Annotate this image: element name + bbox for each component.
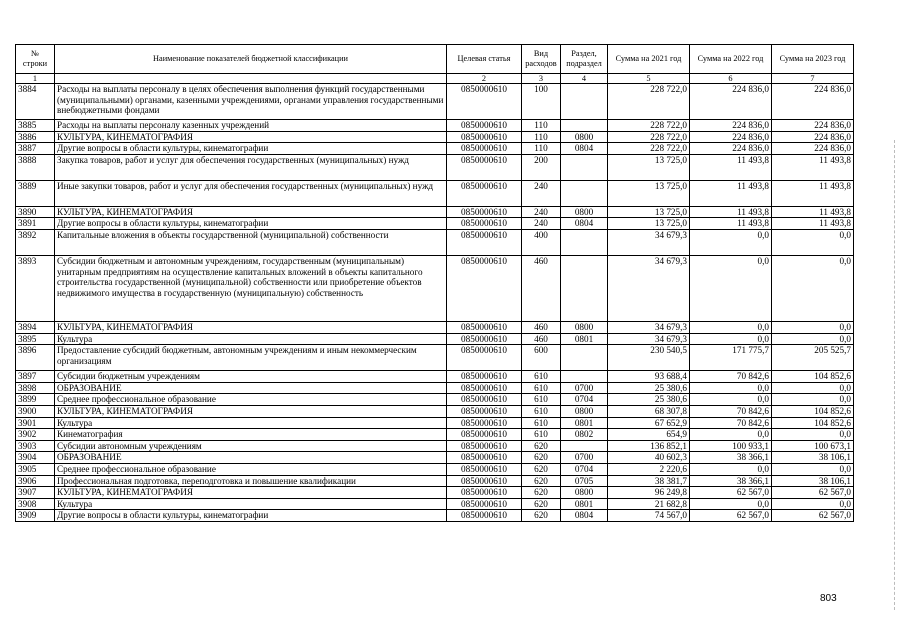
row-number-cell: 3900 xyxy=(16,405,55,417)
sum-2023-cell: 224 836,0 xyxy=(772,131,854,143)
sum-2023-cell: 62 567,0 xyxy=(772,487,854,499)
sum-2023-cell: 104 852,6 xyxy=(772,371,854,383)
row-number-cell: 3901 xyxy=(16,417,55,429)
indicator-name-cell: Субсидии бюджетным и автономным учреждениям, государственным (муниципальным) унитарным предприятиям на осуществление капитальных вложений в объекты капитального строительства государственной (муниципальной) собственности или приобретение объектов недвижимого имущества в государственную (муниципальную) собственность xyxy=(55,255,447,321)
row-number-cell: 3905 xyxy=(16,463,55,475)
sum-2023-cell: 11 493,8 xyxy=(772,180,854,206)
indicator-name-cell: Расходы на выплаты персоналу в целях обеспечения выполнения функций государственными (муниципальными) органами, казенными учреждениями, органами управления государственными внебюджетными фондами xyxy=(55,84,447,120)
section-code-cell: 0804 xyxy=(561,218,608,230)
sum-2021-cell: 93 688,4 xyxy=(608,371,690,383)
section-code-cell: 0801 xyxy=(561,498,608,510)
indicator-name-cell: Среднее профессиональное образование xyxy=(55,394,447,406)
column-number-1 xyxy=(55,74,447,84)
target-article-cell: 0850000610 xyxy=(447,371,522,383)
table-row xyxy=(16,510,854,522)
target-article-cell: 0850000610 xyxy=(447,394,522,406)
table-row xyxy=(16,131,854,143)
sum-2021-cell: 136 852,1 xyxy=(608,440,690,452)
indicator-name-cell: Другие вопросы в области культуры, кинематографии xyxy=(55,510,447,522)
row-number-cell: 3909 xyxy=(16,510,55,522)
sum-2023-cell: 11 493,8 xyxy=(772,154,854,180)
expense-type-cell: 110 xyxy=(522,131,561,143)
row-number-cell: 3898 xyxy=(16,382,55,394)
table-row xyxy=(16,463,854,475)
sum-2021-cell: 34 679,3 xyxy=(608,333,690,345)
sum-2021-cell: 34 679,3 xyxy=(608,321,690,333)
section-code-cell xyxy=(561,440,608,452)
table-row xyxy=(16,218,854,230)
sum-2023-cell: 0,0 xyxy=(772,463,854,475)
sum-2022-cell: 11 493,8 xyxy=(690,206,772,218)
row-number-cell: 3896 xyxy=(16,345,55,371)
sum-2023-cell: 205 525,7 xyxy=(772,345,854,371)
section-code-cell xyxy=(561,255,608,321)
target-article-cell: 0850000610 xyxy=(447,206,522,218)
sum-2023-cell: 224 836,0 xyxy=(772,120,854,132)
expense-type-cell: 610 xyxy=(522,417,561,429)
target-article-cell: 0850000610 xyxy=(447,417,522,429)
expense-type-cell: 610 xyxy=(522,371,561,383)
table-row xyxy=(16,417,854,429)
table-row xyxy=(16,382,854,394)
scan-edge-divider xyxy=(893,140,895,610)
indicator-name-cell: КУЛЬТУРА, КИНЕМАТОГРАФИЯ xyxy=(55,487,447,499)
sum-2022-cell: 11 493,8 xyxy=(690,180,772,206)
sum-2022-cell: 224 836,0 xyxy=(690,120,772,132)
table-header-row xyxy=(16,45,854,74)
row-number-cell: 3903 xyxy=(16,440,55,452)
section-code-cell xyxy=(561,84,608,120)
section-code-cell: 0800 xyxy=(561,131,608,143)
table-row xyxy=(16,345,854,371)
sum-2022-cell: 0,0 xyxy=(690,321,772,333)
section-code-cell xyxy=(561,345,608,371)
target-article-cell: 0850000610 xyxy=(447,463,522,475)
expense-type-cell: 610 xyxy=(522,405,561,417)
sum-2022-cell: 11 493,8 xyxy=(690,218,772,230)
expense-type-cell: 240 xyxy=(522,206,561,218)
sum-2022-cell: 0,0 xyxy=(690,255,772,321)
sum-2023-cell: 0,0 xyxy=(772,333,854,345)
sum-2021-cell: 34 679,3 xyxy=(608,255,690,321)
expense-type-cell: 620 xyxy=(522,498,561,510)
section-code-cell xyxy=(561,120,608,132)
header-sum-2022: Сумма на 2022 год xyxy=(690,45,772,74)
budget-table xyxy=(15,44,854,522)
expense-type-cell: 610 xyxy=(522,394,561,406)
indicator-name-cell: КУЛЬТУРА, КИНЕМАТОГРАФИЯ xyxy=(55,206,447,218)
target-article-cell: 0850000610 xyxy=(447,475,522,487)
target-article-cell: 0850000610 xyxy=(447,333,522,345)
sum-2021-cell: 13 725,0 xyxy=(608,180,690,206)
sum-2022-cell: 224 836,0 xyxy=(690,143,772,155)
table-row xyxy=(16,498,854,510)
sum-2021-cell: 21 682,8 xyxy=(608,498,690,510)
indicator-name-cell: Другие вопросы в области культуры, кинематографии xyxy=(55,218,447,230)
section-code-cell: 0800 xyxy=(561,206,608,218)
row-number-cell: 3890 xyxy=(16,206,55,218)
expense-type-cell: 620 xyxy=(522,452,561,464)
table-row xyxy=(16,475,854,487)
table-row xyxy=(16,405,854,417)
sum-2023-cell: 0,0 xyxy=(772,229,854,255)
column-number-4: 4 xyxy=(561,74,608,84)
section-code-cell: 0804 xyxy=(561,143,608,155)
section-code-cell xyxy=(561,229,608,255)
row-number-cell: 3906 xyxy=(16,475,55,487)
sum-2022-cell: 224 836,0 xyxy=(690,84,772,120)
sum-2021-cell: 38 381,7 xyxy=(608,475,690,487)
section-code-cell: 0705 xyxy=(561,475,608,487)
row-number-cell: 3908 xyxy=(16,498,55,510)
sum-2023-cell: 38 106,1 xyxy=(772,452,854,464)
expense-type-cell: 620 xyxy=(522,440,561,452)
section-code-cell: 0800 xyxy=(561,405,608,417)
table-row xyxy=(16,333,854,345)
section-code-cell: 0802 xyxy=(561,429,608,441)
section-code-cell: 0801 xyxy=(561,417,608,429)
indicator-name-cell: Расходы на выплаты персоналу казенных учреждений xyxy=(55,120,447,132)
target-article-cell: 0850000610 xyxy=(447,429,522,441)
target-article-cell: 0850000610 xyxy=(447,487,522,499)
row-number-cell: 3893 xyxy=(16,255,55,321)
sum-2022-cell: 70 842,6 xyxy=(690,417,772,429)
sum-2022-cell: 0,0 xyxy=(690,498,772,510)
table-row xyxy=(16,371,854,383)
column-number-7: 7 xyxy=(772,74,854,84)
header-indicator-name: Наименование показателей бюджетной классификации xyxy=(55,45,447,74)
indicator-name-cell: Культура xyxy=(55,498,447,510)
column-number-2: 2 xyxy=(447,74,522,84)
table-row xyxy=(16,143,854,155)
sum-2022-cell: 38 366,1 xyxy=(690,475,772,487)
column-number-1: 1 xyxy=(16,74,55,84)
sum-2023-cell: 0,0 xyxy=(772,429,854,441)
sum-2021-cell: 40 602,3 xyxy=(608,452,690,464)
expense-type-cell: 200 xyxy=(522,154,561,180)
indicator-name-cell: Субсидии автономным учреждениям xyxy=(55,440,447,452)
sum-2022-cell: 11 493,8 xyxy=(690,154,772,180)
sum-2021-cell: 228 722,0 xyxy=(608,84,690,120)
table-row xyxy=(16,429,854,441)
target-article-cell: 0850000610 xyxy=(447,143,522,155)
row-number-cell: 3904 xyxy=(16,452,55,464)
target-article-cell: 0850000610 xyxy=(447,345,522,371)
target-article-cell: 0850000610 xyxy=(447,382,522,394)
sum-2022-cell: 70 842,6 xyxy=(690,371,772,383)
header-row-number: № строки xyxy=(16,45,55,74)
expense-type-cell: 620 xyxy=(522,487,561,499)
expense-type-cell: 620 xyxy=(522,475,561,487)
sum-2021-cell: 34 679,3 xyxy=(608,229,690,255)
indicator-name-cell: Другие вопросы в области культуры, кинематографии xyxy=(55,143,447,155)
expense-type-cell: 400 xyxy=(522,229,561,255)
sum-2022-cell: 171 775,7 xyxy=(690,345,772,371)
row-number-cell: 3886 xyxy=(16,131,55,143)
column-number-6: 6 xyxy=(690,74,772,84)
row-number-cell: 3897 xyxy=(16,371,55,383)
sum-2021-cell: 228 722,0 xyxy=(608,120,690,132)
section-code-cell xyxy=(561,180,608,206)
sum-2023-cell: 38 106,1 xyxy=(772,475,854,487)
target-article-cell: 0850000610 xyxy=(447,218,522,230)
header-expense-type: Вид расходов xyxy=(522,45,561,74)
sum-2022-cell: 0,0 xyxy=(690,333,772,345)
sum-2023-cell: 0,0 xyxy=(772,498,854,510)
sum-2023-cell: 104 852,6 xyxy=(772,405,854,417)
expense-type-cell: 110 xyxy=(522,143,561,155)
row-number-cell: 3892 xyxy=(16,229,55,255)
target-article-cell: 0850000610 xyxy=(447,452,522,464)
row-number-cell: 3899 xyxy=(16,394,55,406)
indicator-name-cell: Закупка товаров, работ и услуг для обеспечения государственных (муниципальных) нужд xyxy=(55,154,447,180)
expense-type-cell: 610 xyxy=(522,382,561,394)
section-code-cell: 0704 xyxy=(561,394,608,406)
target-article-cell: 0850000610 xyxy=(447,84,522,120)
expense-type-cell: 600 xyxy=(522,345,561,371)
indicator-name-cell: Субсидии бюджетным учреждениям xyxy=(55,371,447,383)
table-row xyxy=(16,452,854,464)
table-row xyxy=(16,120,854,132)
expense-type-cell: 460 xyxy=(522,255,561,321)
sum-2022-cell: 62 567,0 xyxy=(690,510,772,522)
table-row xyxy=(16,229,854,255)
row-number-cell: 3891 xyxy=(16,218,55,230)
table-row xyxy=(16,394,854,406)
row-number-cell: 3885 xyxy=(16,120,55,132)
sum-2022-cell: 0,0 xyxy=(690,463,772,475)
indicator-name-cell: КУЛЬТУРА, КИНЕМАТОГРАФИЯ xyxy=(55,321,447,333)
target-article-cell: 0850000610 xyxy=(447,498,522,510)
row-number-cell: 3888 xyxy=(16,154,55,180)
sum-2022-cell: 100 933,1 xyxy=(690,440,772,452)
row-number-cell: 3889 xyxy=(16,180,55,206)
target-article-cell: 0850000610 xyxy=(447,131,522,143)
sum-2022-cell: 38 366,1 xyxy=(690,452,772,464)
section-code-cell: 0801 xyxy=(561,333,608,345)
sum-2021-cell: 230 540,5 xyxy=(608,345,690,371)
row-number-cell: 3894 xyxy=(16,321,55,333)
sum-2021-cell: 67 652,9 xyxy=(608,417,690,429)
indicator-name-cell: КУЛЬТУРА, КИНЕМАТОГРАФИЯ xyxy=(55,131,447,143)
sum-2021-cell: 13 725,0 xyxy=(608,154,690,180)
header-sum-2023: Сумма на 2023 год xyxy=(772,45,854,74)
expense-type-cell: 460 xyxy=(522,321,561,333)
indicator-name-cell: КУЛЬТУРА, КИНЕМАТОГРАФИЯ xyxy=(55,405,447,417)
target-article-cell: 0850000610 xyxy=(447,229,522,255)
section-code-cell: 0804 xyxy=(561,510,608,522)
expense-type-cell: 620 xyxy=(522,510,561,522)
row-number-cell: 3884 xyxy=(16,84,55,120)
sum-2022-cell: 0,0 xyxy=(690,382,772,394)
expense-type-cell: 620 xyxy=(522,463,561,475)
sum-2023-cell: 0,0 xyxy=(772,255,854,321)
sum-2022-cell: 224 836,0 xyxy=(690,131,772,143)
sum-2021-cell: 13 725,0 xyxy=(608,206,690,218)
expense-type-cell: 460 xyxy=(522,333,561,345)
section-code-cell xyxy=(561,371,608,383)
section-code-cell: 0800 xyxy=(561,321,608,333)
sum-2021-cell: 25 380,6 xyxy=(608,382,690,394)
row-number-cell: 3907 xyxy=(16,487,55,499)
target-article-cell: 0850000610 xyxy=(447,440,522,452)
indicator-name-cell: Культура xyxy=(55,333,447,345)
target-article-cell: 0850000610 xyxy=(447,154,522,180)
indicator-name-cell: ОБРАЗОВАНИЕ xyxy=(55,382,447,394)
target-article-cell: 0850000610 xyxy=(447,405,522,417)
row-number-cell: 3895 xyxy=(16,333,55,345)
target-article-cell: 0850000610 xyxy=(447,180,522,206)
row-number-cell: 3902 xyxy=(16,429,55,441)
target-article-cell: 0850000610 xyxy=(447,120,522,132)
table-row xyxy=(16,180,854,206)
expense-type-cell: 240 xyxy=(522,180,561,206)
table-row xyxy=(16,440,854,452)
sum-2022-cell: 70 842,6 xyxy=(690,405,772,417)
sum-2021-cell: 654,9 xyxy=(608,429,690,441)
table-row xyxy=(16,84,854,120)
table-row xyxy=(16,154,854,180)
sum-2023-cell: 224 836,0 xyxy=(772,143,854,155)
expense-type-cell: 110 xyxy=(522,120,561,132)
sum-2022-cell: 0,0 xyxy=(690,394,772,406)
sum-2022-cell: 0,0 xyxy=(690,429,772,441)
sum-2023-cell: 224 836,0 xyxy=(772,84,854,120)
indicator-name-cell: Предоставление субсидий бюджетным, автономным учреждениям и иным некоммерческим организациям xyxy=(55,345,447,371)
section-code-cell: 0700 xyxy=(561,452,608,464)
sum-2023-cell: 11 493,8 xyxy=(772,206,854,218)
header-section: Раздел, подраздел xyxy=(561,45,608,74)
header-target-article: Целевая статья xyxy=(447,45,522,74)
target-article-cell: 0850000610 xyxy=(447,510,522,522)
sum-2023-cell: 0,0 xyxy=(772,321,854,333)
sum-2021-cell: 74 567,0 xyxy=(608,510,690,522)
sum-2021-cell: 2 220,6 xyxy=(608,463,690,475)
page-number: 803 xyxy=(820,593,837,604)
indicator-name-cell: Среднее профессиональное образование xyxy=(55,463,447,475)
sum-2023-cell: 11 493,8 xyxy=(772,218,854,230)
section-code-cell: 0704 xyxy=(561,463,608,475)
sum-2023-cell: 0,0 xyxy=(772,382,854,394)
expense-type-cell: 240 xyxy=(522,218,561,230)
section-code-cell: 0800 xyxy=(561,487,608,499)
indicator-name-cell: ОБРАЗОВАНИЕ xyxy=(55,452,447,464)
sum-2022-cell: 0,0 xyxy=(690,229,772,255)
table-row xyxy=(16,206,854,218)
target-article-cell: 0850000610 xyxy=(447,255,522,321)
row-number-cell: 3887 xyxy=(16,143,55,155)
sum-2023-cell: 104 852,6 xyxy=(772,417,854,429)
section-code-cell: 0700 xyxy=(561,382,608,394)
column-number-5: 5 xyxy=(608,74,690,84)
table-row xyxy=(16,255,854,321)
sum-2023-cell: 0,0 xyxy=(772,394,854,406)
sum-2023-cell: 62 567,0 xyxy=(772,510,854,522)
column-number-row xyxy=(16,74,854,84)
sum-2021-cell: 13 725,0 xyxy=(608,218,690,230)
sum-2021-cell: 68 307,8 xyxy=(608,405,690,417)
header-sum-2021: Сумма на 2021 год xyxy=(608,45,690,74)
column-number-3: 3 xyxy=(522,74,561,84)
indicator-name-cell: Кинематография xyxy=(55,429,447,441)
table-row xyxy=(16,487,854,499)
table-row xyxy=(16,321,854,333)
sum-2021-cell: 228 722,0 xyxy=(608,143,690,155)
sum-2023-cell: 100 673,1 xyxy=(772,440,854,452)
indicator-name-cell: Капитальные вложения в объекты государственной (муниципальной) собственности xyxy=(55,229,447,255)
section-code-cell xyxy=(561,154,608,180)
sum-2021-cell: 228 722,0 xyxy=(608,131,690,143)
indicator-name-cell: Культура xyxy=(55,417,447,429)
expense-type-cell: 100 xyxy=(522,84,561,120)
sum-2021-cell: 96 249,8 xyxy=(608,487,690,499)
indicator-name-cell: Профессиональная подготовка, переподготовка и повышение квалификации xyxy=(55,475,447,487)
sum-2022-cell: 62 567,0 xyxy=(690,487,772,499)
target-article-cell: 0850000610 xyxy=(447,321,522,333)
indicator-name-cell: Иные закупки товаров, работ и услуг для обеспечения государственных (муниципальных) нужд xyxy=(55,180,447,206)
sum-2021-cell: 25 380,6 xyxy=(608,394,690,406)
expense-type-cell: 610 xyxy=(522,429,561,441)
